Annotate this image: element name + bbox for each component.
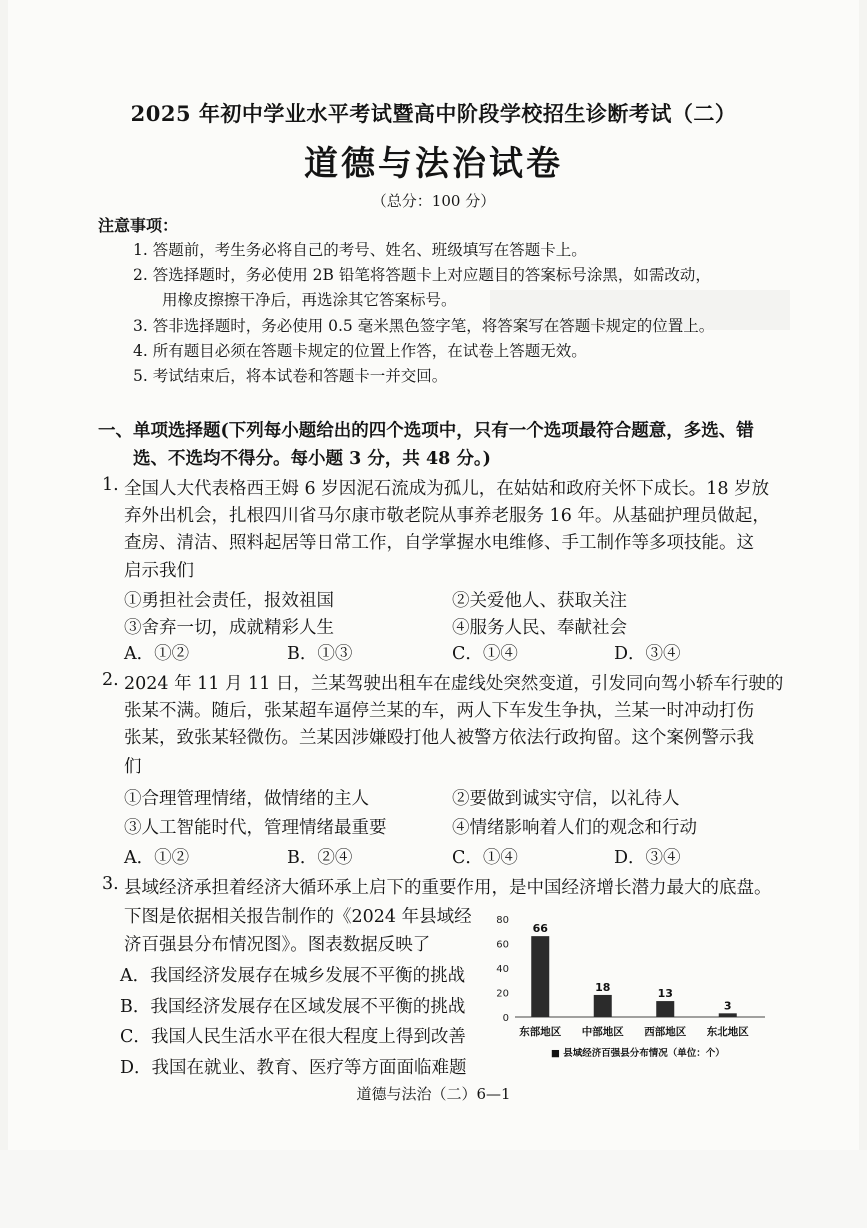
bar-3 bbox=[656, 1001, 674, 1017]
notice-item-continued: 用橡皮擦擦干净后，再选涂其它答案标号。 bbox=[162, 291, 457, 309]
section-heading: 一、单项选择题(下列每小题给出的四个选项中，只有一个选项最符合题意，多选、错 bbox=[98, 421, 754, 441]
page-bottom-margin bbox=[0, 1150, 867, 1228]
notice-item: 2. 答选择题时，务必使用 2B 铅笔将答题卡上对应题目的答案标号涂黑，如需改动， bbox=[133, 266, 711, 284]
category-label: 东北地区 bbox=[706, 1026, 749, 1038]
question-stem-line: 济百强县分布情况图》。图表数据反映了 bbox=[124, 935, 431, 955]
chart-legend: ■ 县域经济百强县分布情况（单位：个） bbox=[551, 1048, 725, 1059]
choice-d: D．③④ bbox=[614, 848, 681, 868]
section-heading-continued: 选、不选均不得分。每小题 3 分，共 48 分。) bbox=[133, 449, 491, 469]
page-footer: 道德与法治（二）6—1 bbox=[356, 1085, 511, 1103]
bar-1 bbox=[531, 936, 549, 1017]
question-stem-line: 们 bbox=[124, 757, 142, 777]
bar-2 bbox=[594, 995, 612, 1017]
statement-3: ③人工智能时代，管理情绪最重要 bbox=[124, 818, 387, 838]
y-tick-label: 40 bbox=[496, 964, 509, 975]
question-stem-line: 启示我们 bbox=[124, 561, 194, 581]
choice-a: A．①② bbox=[124, 644, 190, 664]
choice-c: C．①④ bbox=[452, 644, 518, 664]
bar-value-label: 3 bbox=[723, 999, 732, 1013]
statement-2: ②要做到诚实守信，以礼待人 bbox=[452, 789, 680, 809]
notice-item: 1. 答题前，考生务必将自己的考号、姓名、班级填写在答题卡上。 bbox=[133, 241, 587, 259]
category-label: 东部地区 bbox=[519, 1026, 562, 1038]
notice-item: 3. 答非选择题时，务必使用 0.5 毫米黑色签字笔，将答案写在答题卡规定的位置上。 bbox=[133, 317, 715, 335]
y-tick-label: 80 bbox=[496, 915, 509, 926]
statement-4: ④服务人民、奉献社会 bbox=[452, 618, 627, 638]
y-tick-label: 60 bbox=[496, 939, 509, 951]
question-number: 3. bbox=[102, 874, 119, 894]
category-label: 西部地区 bbox=[644, 1026, 687, 1038]
bar-value-label: 13 bbox=[657, 987, 673, 1001]
bar-4 bbox=[719, 1013, 737, 1017]
bar-chart-svg bbox=[483, 905, 773, 1067]
y-tick-label: 20 bbox=[496, 988, 509, 1000]
subject-title: 道德与法治试卷 bbox=[304, 144, 563, 184]
statement-2: ②关爱他人、获取关注 bbox=[452, 591, 627, 611]
statement-1: ①合理管理情绪，做情绪的主人 bbox=[124, 789, 369, 809]
bar-value-label: 18 bbox=[595, 980, 611, 994]
total-score: （总分：100 分） bbox=[371, 192, 496, 210]
choice-b: B．①③ bbox=[287, 644, 353, 664]
question-stem-line: 2024 年 11 月 11 日，兰某驾驶出租车在虚线处突然变道，引发同向驾小轿车行驶的 bbox=[124, 674, 784, 694]
question-stem-line: 查房、清洁、照料起居等日常工作，自学掌握水电维修、手工制作等多项技能。这 bbox=[124, 533, 754, 553]
choice-a: A．我国经济发展存在城乡发展不平衡的挑战 bbox=[120, 966, 466, 986]
statement-4: ④情绪影响着人们的观念和行动 bbox=[452, 818, 697, 838]
choice-b: B．我国经济发展存在区域发展不平衡的挑战 bbox=[120, 997, 466, 1017]
county-economy-bar-chart bbox=[483, 905, 773, 1067]
statement-1: ①勇担社会责任，报效祖国 bbox=[124, 591, 334, 611]
choice-d: D．我国在就业、教育、医疗等方面面临难题 bbox=[120, 1058, 467, 1078]
choice-c: C．我国人民生活水平在很大程度上得到改善 bbox=[120, 1027, 466, 1047]
y-tick-label: 0 bbox=[502, 1013, 509, 1024]
question-stem-line: 弃外出机会，扎根四川省马尔康市敬老院从事养老服务 16 年。从基础护理员做起， bbox=[124, 506, 770, 526]
choice-a: A．①② bbox=[124, 848, 190, 868]
question-stem-line: 张某，致张某轻微伤。兰某因涉嫌殴打他人被警方依法行政拘留。这个案例警示我 bbox=[124, 728, 754, 748]
category-label: 中部地区 bbox=[581, 1026, 624, 1038]
notice-item: 4. 所有题目必须在答题卡规定的位置上作答，在试卷上答题无效。 bbox=[133, 342, 587, 360]
question-stem-line: 下图是依据相关报告制作的《2024 年县域经 bbox=[124, 907, 472, 927]
question-stem-line: 县域经济承担着经济大循环承上启下的重要作用，是中国经济增长潜力最大的底盘。 bbox=[124, 878, 772, 898]
exam-title: 2025 年初中学业水平考试暨高中阶段学校招生诊断考试（二） bbox=[130, 101, 737, 126]
question-stem-line: 张某不满。随后，张某超车逼停兰某的车，两人下车发生争执，兰某一时冲动打伤 bbox=[124, 701, 754, 721]
question-stem-line: 全国人大代表格西王姆 6 岁因泥石流成为孤儿，在姑姑和政府关怀下成长。18 岁放 bbox=[124, 479, 770, 499]
choice-d: D．③④ bbox=[614, 644, 681, 664]
notice-heading: 注意事项： bbox=[98, 216, 179, 235]
question-number: 1. bbox=[102, 475, 119, 495]
question-number: 2. bbox=[102, 670, 119, 690]
choice-c: C．①④ bbox=[452, 848, 518, 868]
statement-3: ③舍弃一切，成就精彩人生 bbox=[124, 618, 334, 638]
notice-item: 5. 考试结束后，将本试卷和答题卡一并交回。 bbox=[133, 367, 448, 385]
bar-value-label: 66 bbox=[532, 922, 548, 936]
choice-b: B．②④ bbox=[287, 848, 353, 868]
